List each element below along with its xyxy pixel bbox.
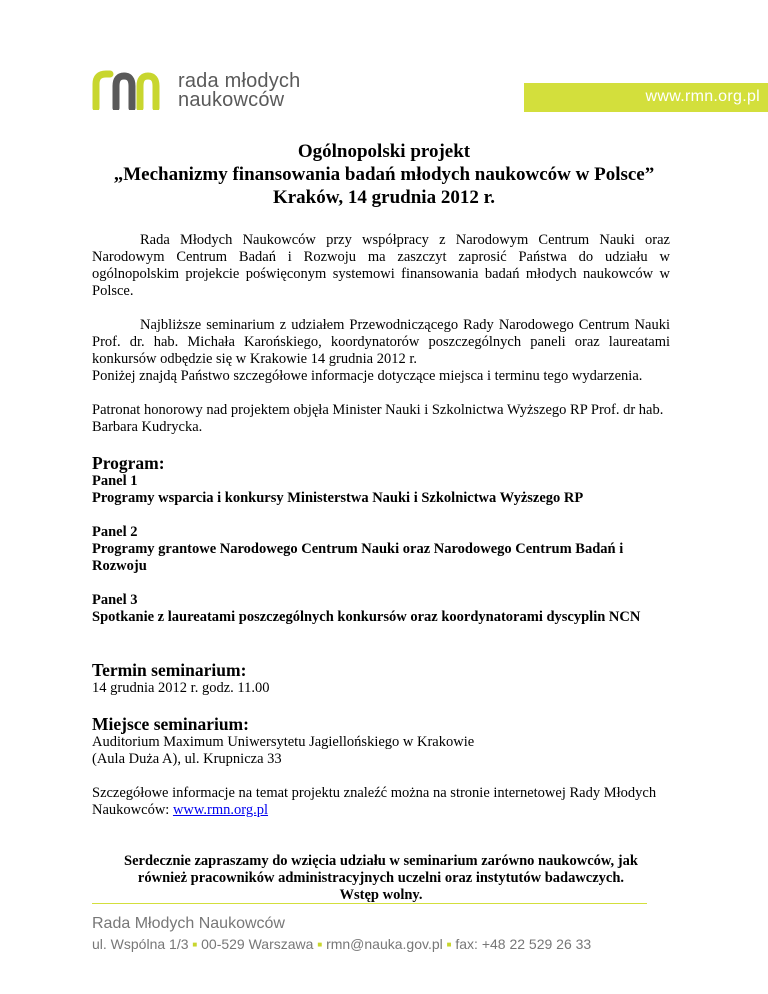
- rmn-logo-icon: [92, 70, 164, 110]
- panel-1-label: Panel 1: [92, 473, 138, 489]
- panel-2-label: Panel 2: [92, 524, 138, 540]
- footer-fax: fax: +48 22 529 26 33: [455, 936, 592, 952]
- logo-line-2: naukowców: [178, 89, 285, 111]
- intro-paragraph-3: Poniżej znajdą Państwo szczegółowe informacje dotyczące miejsca i terminu tego wydarzenia.: [92, 368, 643, 384]
- termin-heading: Termin seminarium:: [92, 660, 247, 680]
- website-link[interactable]: www.rmn.org.pl: [172, 802, 269, 818]
- details-paragraph: [92, 785, 670, 819]
- intro-paragraph-2: Najbliższe seminarium z udziałem Przewodniczącego Rady Narodowego Centrum Nauki Prof. dr. hab. Michała Karońskiego, koordynatorów poszczególnych paneli oraz laureatami konkursów odbędzie się w Krakowie 14 grudnia 2012 r.: [92, 317, 670, 367]
- document-body: [92, 232, 670, 904]
- footer-org-name: Rada Młodych Naukowców: [92, 915, 285, 932]
- miejsce-heading: Miejsce seminarium:: [92, 714, 249, 734]
- title-line-2: „Mechanizmy finansowania badań młodych naukowców w Polsce”: [113, 164, 655, 185]
- intro-paragraph-1: Rada Młodych Naukowców przy współpracy z Narodowym Centrum Nauki oraz Narodowym Centrum Badań i Rozwoju ma zaszczyt zaprosić Państwa do udziału w ogólnopolskim projekcie poświęconym systemowi finansowania badań młodych naukowców w Polsce.: [92, 232, 670, 299]
- miejsce-line-1: Auditorium Maximum Uniwersytetu Jagiellońskiego w Krakowie: [92, 734, 475, 750]
- footer-divider: [92, 903, 647, 904]
- patronage-paragraph: Patronat honorowy nad projektem objęła Minister Nauki i Szkolnictwa Wyższego RP Prof. dr hab. Barbara Kudrycka.: [92, 402, 664, 435]
- title-line-1: Ogólnopolski projekt: [297, 141, 471, 162]
- termin-value: 14 grudnia 2012 r. godz. 11.00: [92, 680, 270, 696]
- closing-line-2: również pracowników administracyjnych uczelni oraz instytutów badawczych.: [137, 870, 625, 886]
- document-title: [0, 140, 768, 209]
- bullet-icon: ■: [317, 940, 323, 949]
- letterhead: [92, 70, 760, 118]
- footer-email[interactable]: rmn@nauka.gov.pl: [326, 936, 443, 952]
- header-url[interactable]: www.rmn.org.pl: [645, 88, 760, 105]
- footer-address-line: [92, 935, 591, 954]
- bullet-icon: ■: [192, 940, 198, 949]
- panel-3-title: Spotkanie z laureatami poszczególnych konkursów oraz koordynatorami dyscyplin NCN: [92, 609, 641, 625]
- details-text: Szczegółowe informacje na temat projektu znaleźć można na stronie internetowej Rady Młodych Naukowców:: [92, 785, 657, 818]
- footer: [92, 915, 591, 954]
- title-line-3: Kraków, 14 grudnia 2012 r.: [272, 187, 496, 208]
- logo-line-1: rada młodych: [178, 70, 301, 92]
- logo-wordmark: [178, 72, 300, 110]
- panel-3-label: Panel 3: [92, 592, 138, 608]
- closing-line-3: Wstęp wolny.: [339, 887, 423, 903]
- program-heading: Program:: [92, 453, 165, 473]
- footer-street: ul. Wspólna 1/3: [92, 936, 189, 952]
- panel-2-title: Programy grantowe Narodowego Centrum Nauki oraz Narodowego Centrum Badań i Rozwoju: [92, 541, 624, 574]
- panel-1-title: Programy wsparcia i konkursy Ministerstwa Nauki i Szkolnictwa Wyższego RP: [92, 490, 584, 506]
- miejsce-line-2: (Aula Duża A), ul. Krupnicza 33: [92, 751, 282, 767]
- bullet-icon: ■: [446, 940, 452, 949]
- closing-line-1: Serdecznie zapraszamy do wzięcia udziału w seminarium zarówno naukowców, jak: [124, 853, 638, 869]
- footer-postal: 00-529 Warszawa: [201, 936, 314, 952]
- url-band: [524, 83, 768, 112]
